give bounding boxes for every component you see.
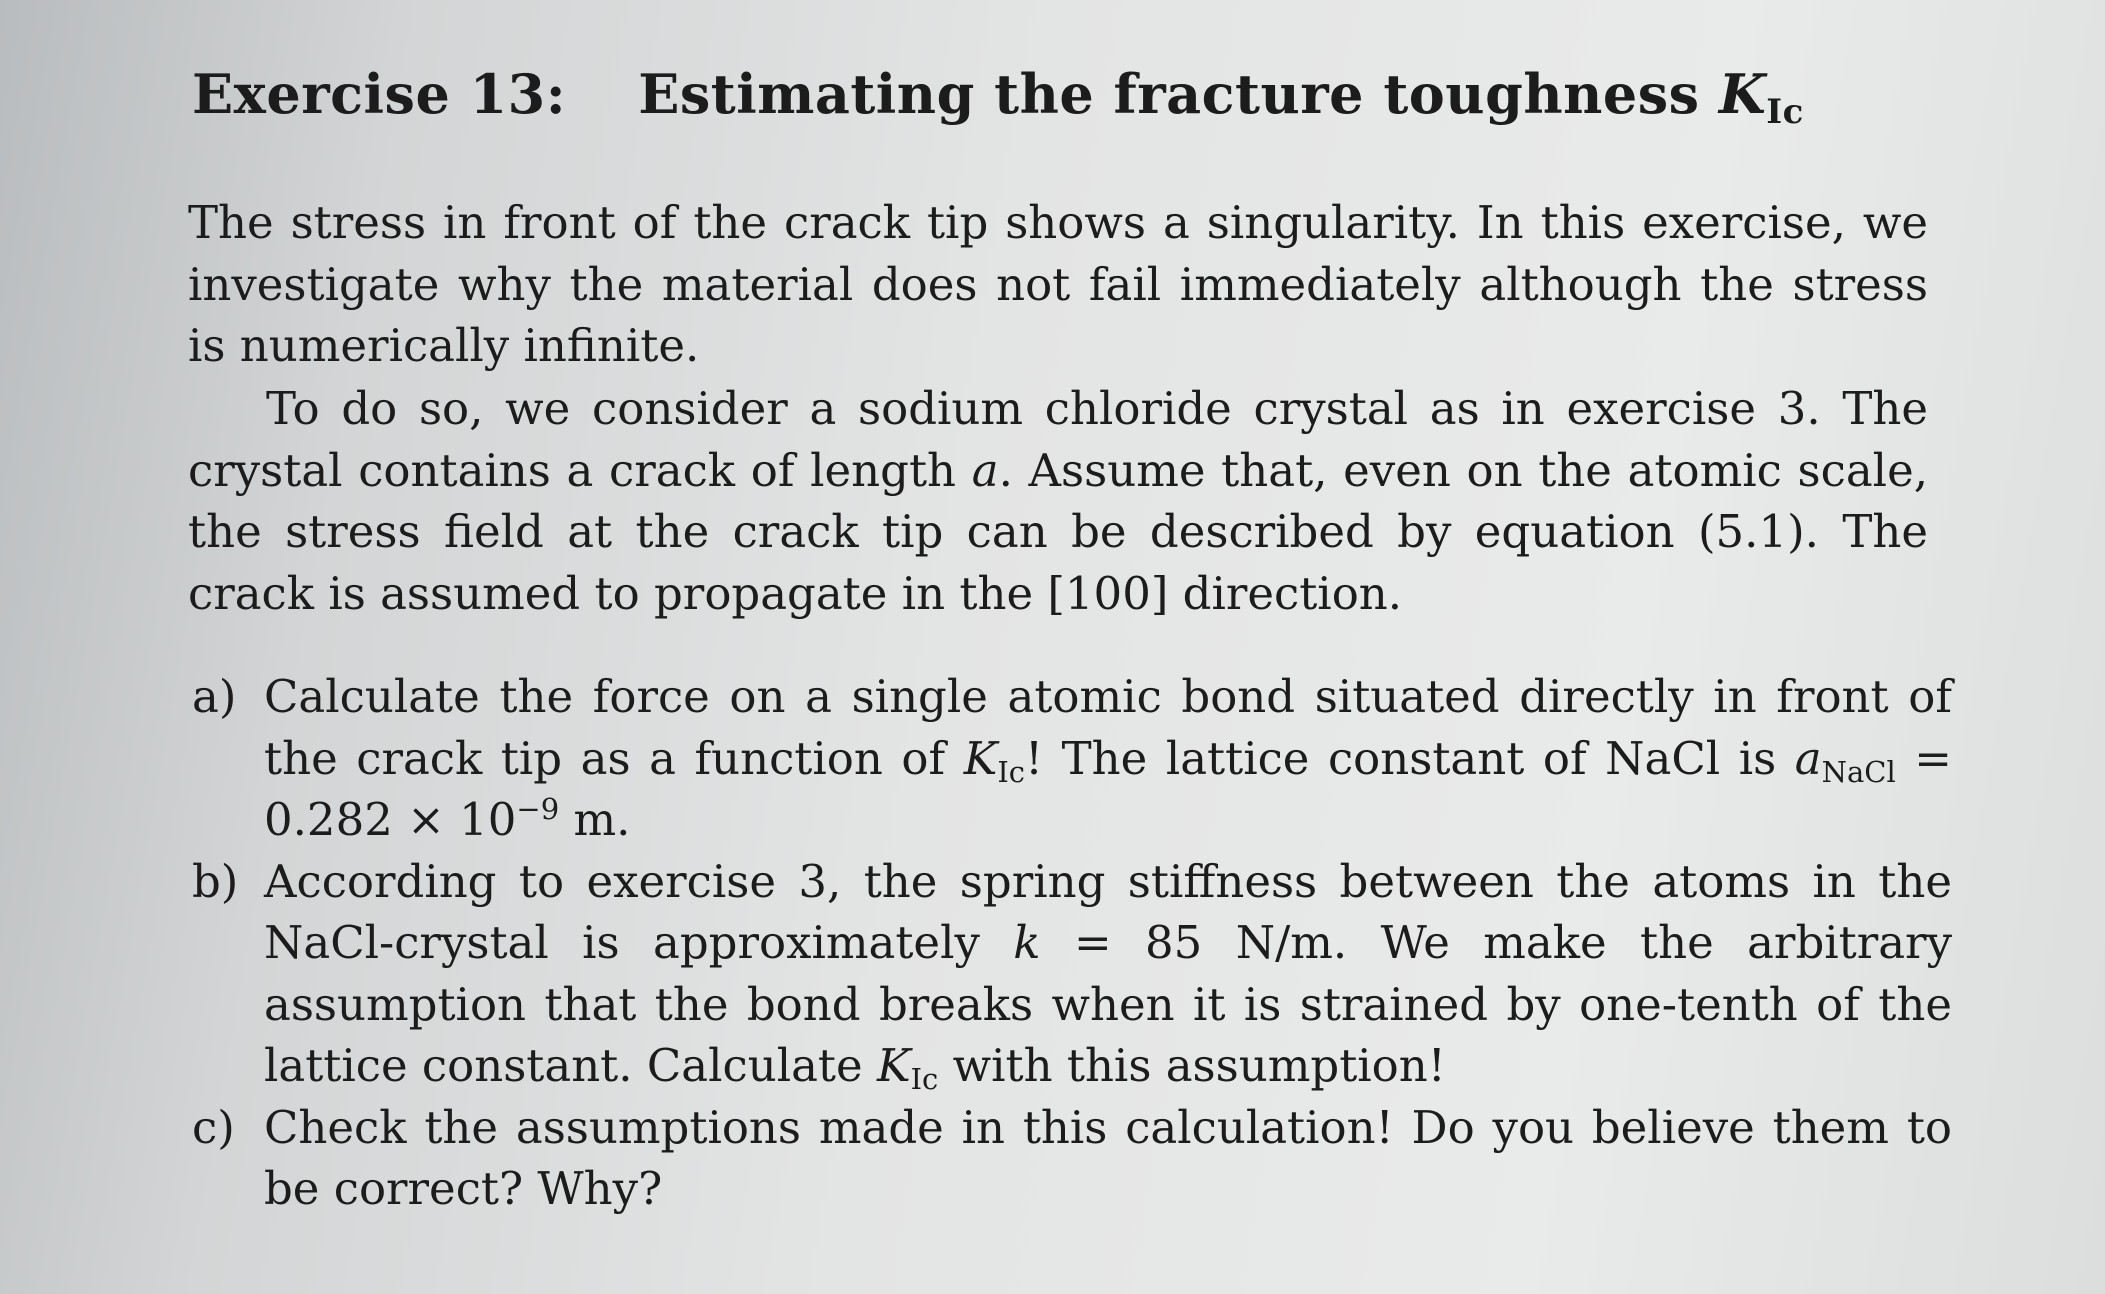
task-a-k-symbol: K	[963, 731, 998, 785]
intro-paragraph-2-end: . Assume that, even on the atomic scale, the stress field at the crack tip can be described by equation (5.1). The crack is assumed to propagate in the [100] direction.	[188, 443, 1929, 620]
task-b-text-3: with this assumption!	[938, 1039, 1446, 1092]
task-marker-c: c)	[192, 1100, 235, 1154]
exercise-title	[192, 62, 1804, 132]
title-symbol-subscript: Ic	[1766, 92, 1804, 132]
task-marker-a: a)	[192, 670, 237, 723]
task-b-k-subscript: Ic	[910, 1062, 939, 1096]
intro-paragraph-2-start: To do so, we consider a sodium chloride crystal as in exercise 3. The crystal contains a crack of length	[188, 382, 1928, 497]
lattice-constant-subscript: NaCl	[1821, 754, 1896, 789]
task-b-text-2: = 85 N/m. We make the arbitrary assumption that the bond breaks when it is strained by one-tenth of the lattice constant. Calculate	[264, 916, 1952, 1092]
intro-paragraph-1: The stress in front of the crack tip shows a singularity. In this exercise, we investigate why the material does not fail immediately although the stress is numerically infinite.	[188, 196, 1928, 372]
task-b-k-symbol: K	[876, 1039, 911, 1092]
exercise-number: Exercise 13:	[192, 62, 567, 126]
title-symbol: K	[1718, 62, 1767, 126]
task-list	[192, 666, 1952, 1220]
task-a-text-1: Calculate the force on a single atomic bond situated directly in front of the crack tip as a function of	[264, 670, 1952, 785]
spring-stiffness-variable: k	[1013, 916, 1041, 969]
exercise-title-text: Estimating the fracture toughness	[638, 62, 1700, 126]
task-b-text-1: According to exercise 3, the spring stiffness between the atoms in the NaCl-crystal is approximately	[264, 854, 1952, 969]
task-item-c	[192, 1097, 1952, 1220]
task-marker-b: b)	[192, 854, 239, 908]
task-a-k-subscript: Ic	[997, 754, 1026, 789]
task-item-a	[192, 666, 1952, 851]
lattice-constant-value: = 0.282 × 10	[264, 731, 1953, 846]
lattice-constant-exponent: −9	[516, 792, 560, 826]
lattice-constant-unit: m.	[559, 793, 631, 846]
task-c-text: Check the assumptions made in this calculation! Do you believe them to be correct? Why?	[264, 1100, 1952, 1215]
task-item-b	[192, 851, 1952, 1097]
intro-paragraph-2	[188, 378, 1928, 624]
lattice-constant-variable: a	[1794, 731, 1822, 785]
crack-length-variable: a	[971, 443, 999, 497]
task-a-text-2: ! The lattice constant of NaCl is	[1025, 731, 1795, 785]
